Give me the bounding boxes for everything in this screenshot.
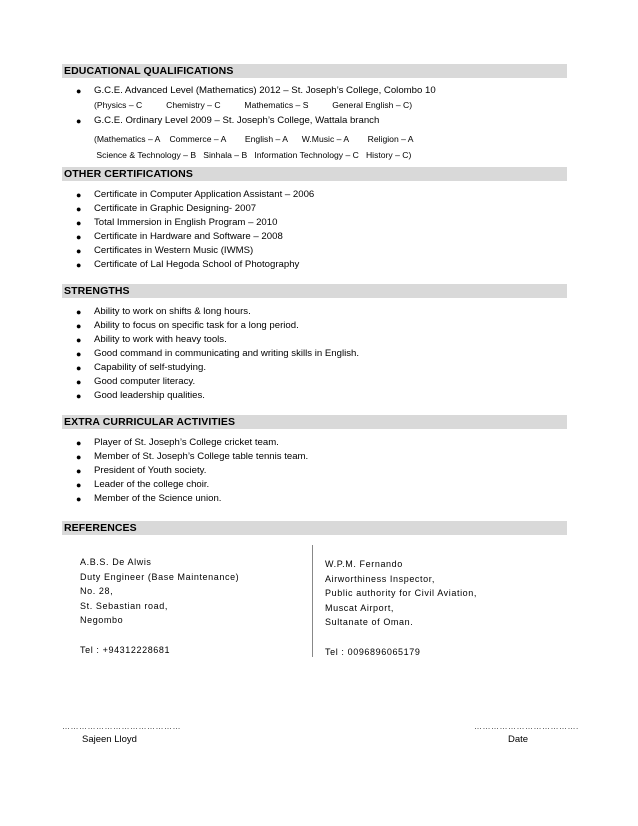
- reference-title: Airworthiness Inspector,: [325, 573, 435, 584]
- bullet-icon: ●: [76, 494, 82, 504]
- list-item: ● Certificate in Graphic Designing- 2007: [76, 203, 257, 214]
- bullet-icon: ●: [76, 218, 82, 228]
- list-item: ● Certificate in Hardware and Software – 2008: [76, 231, 283, 242]
- signature-name: Sajeen Lloyd: [82, 734, 137, 745]
- list-item: ● Total Immersion in English Program – 2010: [76, 217, 278, 228]
- bullet-icon: ●: [76, 480, 82, 490]
- education-heading: EDUCATIONAL QUALIFICATIONS: [62, 64, 567, 78]
- bullet-icon: ●: [76, 363, 82, 373]
- bullet-icon: ●: [76, 246, 82, 256]
- list-item: ● Player of St. Joseph’s College cricket team.: [76, 437, 279, 448]
- bullet-icon: ●: [76, 377, 82, 387]
- bullet-icon: ●: [76, 232, 82, 242]
- bullet-icon: ●: [76, 438, 82, 448]
- reference-tel: Tel : +94312228681: [80, 644, 171, 655]
- references-section: [62, 521, 567, 535]
- list-item: ● Ability to focus on specific task for a long period.: [76, 320, 299, 331]
- list-item: ● Good computer literacy.: [76, 376, 196, 387]
- reference-name: A.B.S. De Alwis: [80, 557, 152, 567]
- references-heading: REFERENCES: [62, 521, 567, 535]
- list-item: ● Leader of the college choir.: [76, 479, 210, 490]
- certifications-section: [62, 167, 567, 272]
- extra-heading: EXTRA CURRICULAR ACTIVITIES: [62, 415, 567, 429]
- date-line: ……………………………….: [474, 722, 579, 731]
- strengths-section: [62, 284, 567, 403]
- list-item: ● Certificates in Western Music (IWMS): [76, 245, 254, 256]
- education-section: [62, 64, 567, 163]
- reference-address: St. Sebastian road,: [80, 600, 168, 611]
- bullet-icon: ●: [76, 321, 82, 331]
- list-item: ● Capability of self-studying.: [76, 362, 206, 373]
- reference-address: No. 28,: [80, 586, 114, 597]
- references-divider: [312, 545, 313, 657]
- education-subjects: (Physics – C Chemistry – C Mathematics – S General English – C): [94, 100, 413, 110]
- extra-section: [62, 415, 567, 506]
- bullet-icon: ●: [76, 204, 82, 214]
- list-item: ● G.C.E. Ordinary Level 2009 – St. Joseph’s College, Wattala branch: [76, 115, 380, 126]
- bullet-icon: ●: [76, 260, 82, 270]
- education-list: [62, 114, 567, 128]
- bullet-icon: ●: [76, 391, 82, 401]
- reference-title: Duty Engineer (Base Maintenance): [80, 571, 240, 582]
- reference-tel: Tel : 0096896065179: [325, 646, 421, 657]
- list-item: ● G.C.E. Advanced Level (Mathematics) 2012 – St. Joseph’s College, Colombo 10: [76, 85, 436, 96]
- list-item: ● Ability to work on shifts & long hours.: [76, 306, 251, 317]
- bullet-icon: ●: [76, 349, 82, 359]
- reference-address: Public authority for Civil Aviation,: [325, 588, 477, 599]
- reference-2: [325, 557, 477, 659]
- education-list: [62, 84, 567, 98]
- education-subjects: (Mathematics – A Commerce – A English – A W.Music – A Religion – A: [94, 134, 414, 144]
- list-item: ● Ability to work with heavy tools.: [76, 334, 227, 345]
- list-item: ● President of Youth society.: [76, 465, 207, 476]
- list-item: ● Member of the Science union.: [76, 493, 222, 504]
- bullet-icon: ●: [76, 452, 82, 462]
- extra-list: [62, 436, 567, 506]
- bullet-icon: ●: [76, 307, 82, 317]
- bullet-icon: ●: [76, 86, 82, 96]
- date-label: Date: [508, 734, 529, 745]
- reference-address: Sultanate of Oman.: [325, 617, 414, 628]
- bullet-icon: ●: [76, 190, 82, 200]
- list-item: ● Good leadership qualities.: [76, 390, 205, 401]
- reference-address: Muscat Airport,: [325, 602, 395, 613]
- reference-1: [80, 555, 239, 657]
- strengths-heading: STRENGTHS: [62, 284, 567, 298]
- list-item: ● Member of St. Joseph’s College table tennis team.: [76, 451, 309, 462]
- bullet-icon: ●: [76, 335, 82, 345]
- strengths-list: [62, 305, 567, 403]
- bullet-icon: ●: [76, 466, 82, 476]
- reference-address: Negombo: [80, 615, 124, 626]
- list-item: ● Certificate of Lal Hegoda School of Photography: [76, 259, 300, 270]
- certifications-list: [62, 188, 567, 272]
- bullet-icon: ●: [76, 116, 82, 126]
- certifications-heading: OTHER CERTIFICATIONS: [62, 167, 567, 181]
- list-item: ● Good command in communicating and writing skills in English.: [76, 348, 360, 359]
- education-subjects: Science & Technology – B Sinhala – B Information Technology – C History – C): [94, 150, 412, 160]
- reference-name: W.P.M. Fernando: [325, 559, 403, 569]
- signature-line: ……………………………………: [62, 722, 181, 731]
- list-item: ● Certificate in Computer Application Assistant – 2006: [76, 189, 315, 200]
